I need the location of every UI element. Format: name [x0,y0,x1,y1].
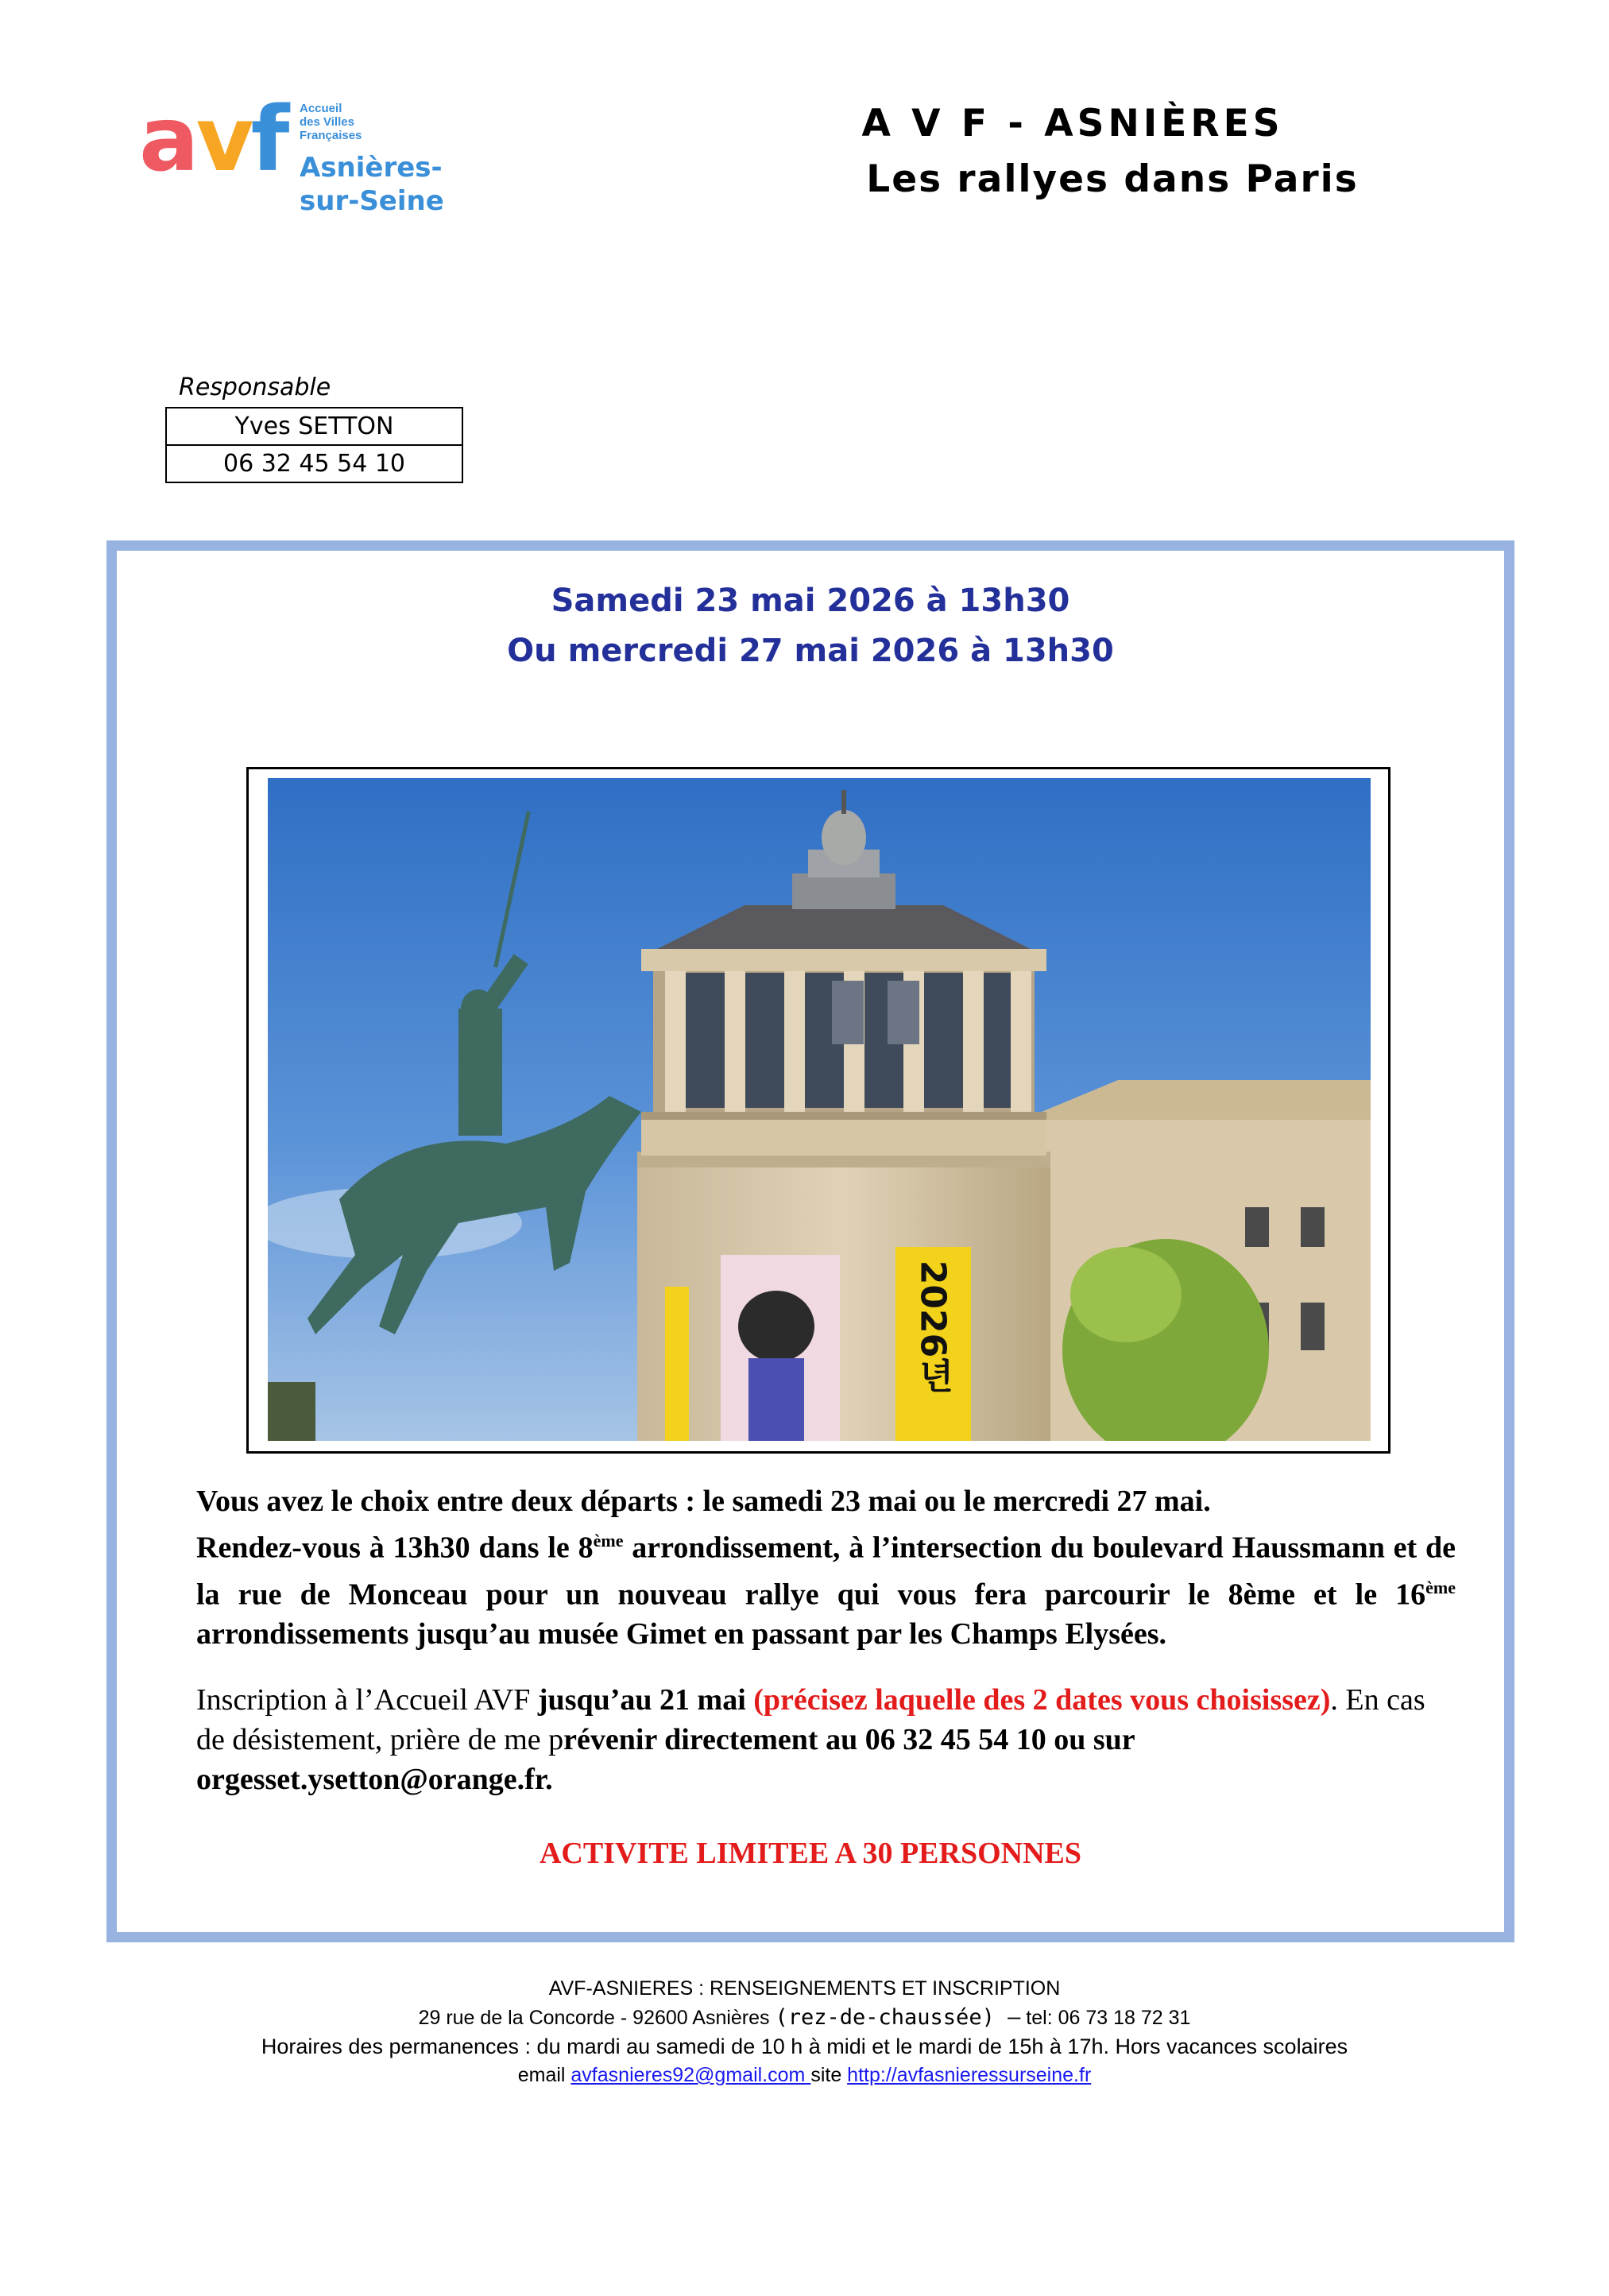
event-date-1: Samedi 23 mai 2026 à 13h30 [551,583,1070,619]
responsable-phone: 06 32 45 54 10 [166,445,462,482]
paragraph-meeting [196,1521,1456,1654]
paragraph-inscription [196,1680,1456,1799]
event-box [106,540,1514,1942]
footer-email-label: email [517,2064,571,2086]
footer-hours: Horaires des permanences : du mardi au samedi de 10 h à midi et le mardi de 15h à 17h. Hors vacances scolaires [261,2035,1348,2058]
footer-phone: tel: 06 73 18 72 31 [1020,2007,1191,2029]
logo-tagline-line: Françaises [300,129,362,142]
paragraph-line-choice: Vous avez le choix entre deux départs : le samedi 23 mai ou le mercredi 27 mai. [196,1485,1211,1518]
event-date-2: Ou mercredi 27 mai 2026 à 13h30 [507,633,1114,669]
footer-heading: AVF-ASNIERES : RENSEIGNEMENTS ET INSCRIPTION [548,1977,1061,2000]
footer-contact [0,2064,1609,2087]
footer-site-label: site [810,2064,848,2086]
footer-address-floor: (rez-de-chaussée) – [775,2005,1021,2030]
event-photo [268,778,1371,1441]
superscript: ème [593,1531,624,1551]
responsable-name: Yves SETTON [166,408,462,445]
text-segment: Rendez-vous à 13h30 dans le 8 [196,1531,594,1565]
text-segment: . En cas de désistement, prière de me p [196,1683,1425,1756]
logo-letters [139,88,287,192]
superscript: ème [1425,1577,1456,1597]
paragraph-details [196,1481,1456,1654]
responsable-label: Responsable [179,374,331,401]
text-deadline: jusqu’au 21 mai [537,1683,746,1717]
photo-banner-text: 2026년 [912,1260,953,1393]
footer-address-text: 29 rue de la Concorde - 92600 Asnières [418,2007,775,2029]
page-title: A V F - ASNIÈRES [861,102,1284,145]
avf-logo [139,88,505,230]
logo-letter-f: f [250,88,287,192]
text-contact: révenir directement au 06 32 45 54 10 ou sur orgesset.ysetton@orange.fr. [196,1723,1135,1796]
footer-address [0,2005,1609,2030]
logo-letter-v: v [195,88,251,192]
logo-city-line2: sur-Seine [300,185,444,217]
text-segment: arrondissement, à l’intersection du boulevard Haussmann et de la rue de Monceau pour un nouveau rallye qui vous fera parcourir le 8ème et le 16 [196,1531,1456,1612]
footer-site-link[interactable]: http://avfasnieressurseine.fr [847,2064,1092,2086]
text-date-choice: (précisez laquelle des 2 dates vous choisissez) [745,1683,1331,1717]
logo-tagline [300,102,395,142]
footer-email-link[interactable]: avfasnieres92@gmail.com [570,2064,811,2086]
photo-frame [246,767,1390,1454]
responsable-table [165,407,463,483]
logo-city-line1: Asnières- [300,152,443,184]
logo-tagline-line: Accueil [300,102,342,115]
photo-rotunda [637,1160,1050,1441]
logo-tagline-line: des Villes [300,115,354,129]
logo-city [300,151,444,218]
text-segment: Inscription à l’Accueil AVF [196,1683,538,1717]
page-subtitle: Les rallyes dans Paris [866,157,1359,201]
activity-limit-notice: ACTIVITE LIMITEE A 30 PERSONNES [539,1837,1082,1870]
text-segment: arrondissements jusqu’au musée Gimet en passant par les Champs Elysées. [196,1617,1167,1651]
logo-letter-a: a [139,88,196,192]
